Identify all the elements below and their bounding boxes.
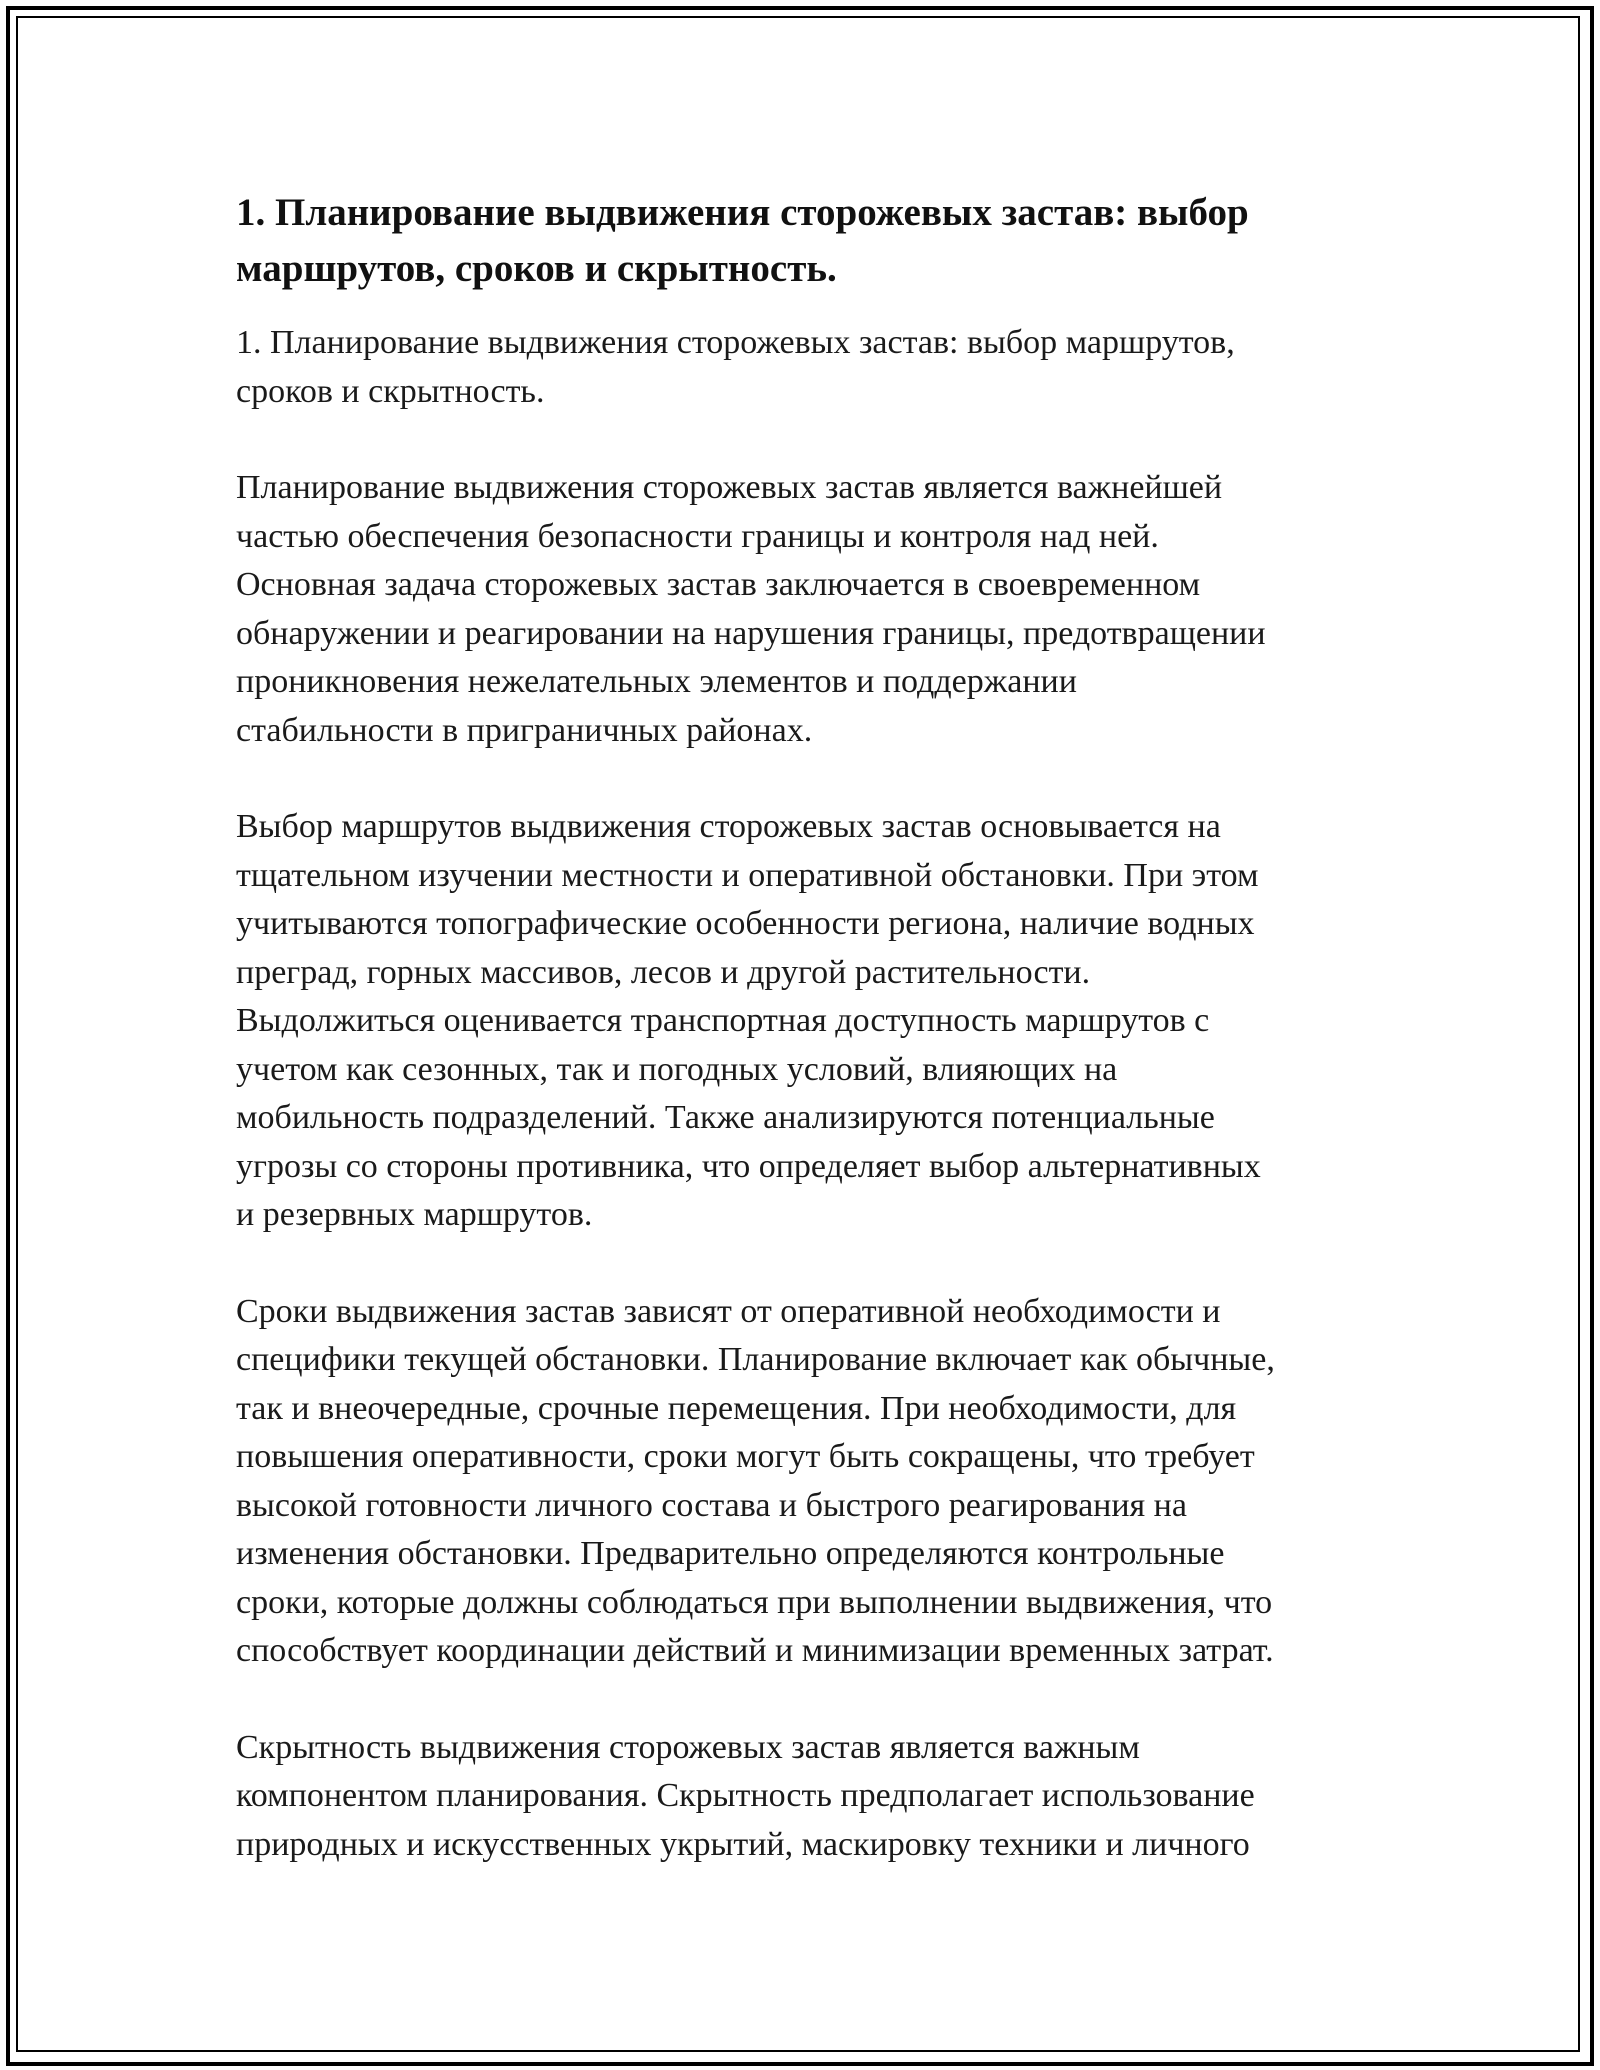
paragraph-routes: Выбор маршрутов выдвижения сторожевых застав основывается на тщательном изучении местности и оперативной обстановки. При этом учитываются топографические особенности региона, наличие водных преград, горных массивов, лесов и другой растительности. Выдолжиться оценивается транспортная доступность маршрутов с учетом как сезонных, так и погодных условий, влияющих на мобильность подразделений. Также анализируются потенциальные угрозы со стороны противника, что определяет выбор альтернативных и резервных маршрутов. <box>236 808 1261 1233</box>
paragraph-concealment: Скрытность выдвижения сторожевых застав является важным компонентом планирования. Скрытность предполагает использование природных и искусственных укрытий, маскировку техники и личного <box>236 1728 1255 1863</box>
paragraph-repeat-title: 1. Планирование выдвижения сторожевых застав: выбор маршрутов, сроков и скрытность. <box>236 324 1235 410</box>
document-body <box>236 185 1386 1917</box>
paragraph-timing: Сроки выдвижения застав зависят от оперативной необходимости и специфики текущей обстановки. Планирование включает как обычные, так и внеочередные, срочные перемещения. При необходимости, для повышения оперативности, сроки могут быть сокращены, что требует высокой готовности личного состава и быстрого реагирования на изменения обстановки. Предварительно определяются контрольные сроки, которые должны соблюдаться при выполнении выдвижения, что способствует координации действий и минимизации временных затрат. <box>236 1292 1275 1669</box>
paragraph-intro: Планирование выдвижения сторожевых застав является важнейшей частью обеспечения безопасности границы и контроля над ней. Основная задача сторожевых застав заключается в своевременном обнаружении и реагировании на нарушения границы, предотвращении проникновения нежелательных элементов и поддержании стабильности в приграничных районах. <box>236 469 1266 749</box>
section-heading: 1. Планирование выдвижения сторожевых застав: выбор маршрутов, сроков и скрытность. <box>236 191 1249 290</box>
